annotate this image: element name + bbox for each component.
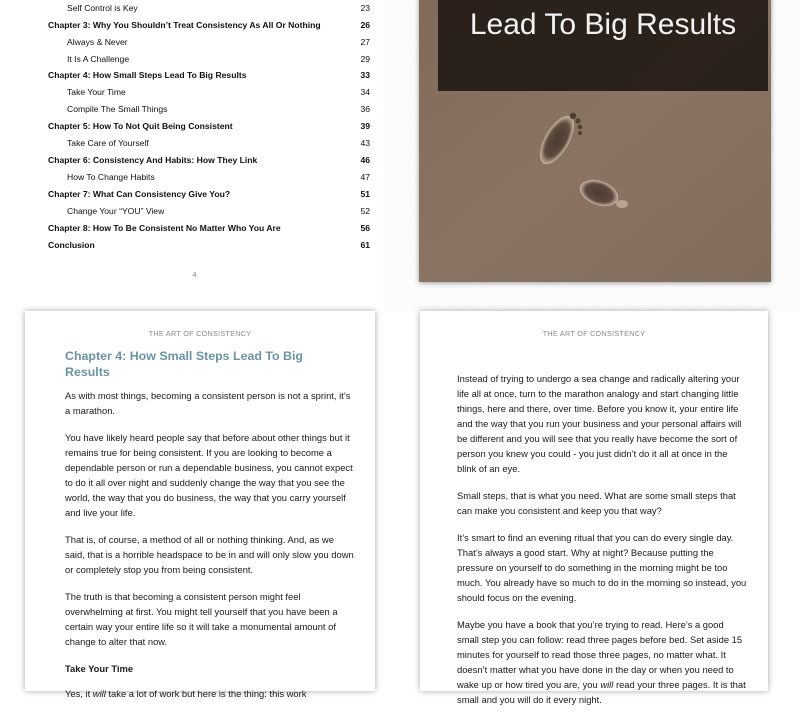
toc-entry (28, 189, 375, 205)
book-cover (419, 0, 771, 282)
page-number: 4 (192, 270, 197, 279)
toc-entry-title: Chapter 6: Consistency And Habits: How They Link (48, 155, 258, 165)
toc-entry-page: 36 (360, 104, 370, 114)
toc-entry-title: Compile The Small Things (67, 104, 168, 114)
toc-entry-page: 61 (360, 240, 370, 250)
toc-entry (28, 87, 375, 103)
cover-title: Lead To Big Results (469, 8, 737, 41)
paragraph: Instead of trying to undergo a sea change and radically altering your life all at once, turn to the marathon analogy and start changing little things, here and there, over time. Before you know it, your entire life and the way that you run your business and your personal affairs will be different and you will see that you really have become the sort of person you knew you could - you just didn’t do it all at once in the blink of an eye. (457, 373, 742, 474)
paragraph: Yes, it will take a lot of work but here is the thing: this work (65, 688, 307, 699)
toc-entry-title: Chapter 8: How To Be Consistent No Matter Who You Are (48, 223, 281, 233)
toc-entry-title: Conclusion (48, 240, 95, 250)
toc-entry-title: Chapter 3: Why You Shouldn’t Treat Consistency As All Or Nothing (48, 20, 321, 30)
toc-entry-page: 43 (360, 138, 370, 148)
toc-entry-page: 46 (360, 155, 370, 165)
toc-entry-title: Chapter 4: How Small Steps Lead To Big Results (48, 70, 247, 80)
toc-entry (28, 172, 375, 188)
toc-entry (28, 240, 375, 256)
running-head: THE ART OF CONSISTENCY (148, 329, 252, 338)
paragraph: You have likely heard people say that before about other things but it remains true for being consistent. If you are looking to become a dependable person or run a dependable business, you cannot expect to do it all over night and suddenly change the way that you see the world, the way that you do business, the way that you carry yourself and live your life. (65, 432, 353, 518)
paragraph: As with most things, becoming a consistent person is not a sprint, it’s a marathon. (65, 390, 351, 416)
toc-entry-page: 47 (360, 172, 370, 182)
toc-entry (28, 223, 375, 239)
page-body (65, 388, 355, 713)
toc-entry-page: 23 (360, 3, 370, 13)
toc-entry (28, 104, 375, 120)
toc-entry-title: Always & Never (67, 37, 128, 47)
chapter-page-left (25, 311, 375, 699)
toc-entry (28, 70, 375, 86)
paragraph: Small steps, that is what you need. What are some small steps that can make you consistent and keep you that way? (457, 490, 736, 516)
toc-entry-title: Chapter 7: What Can Consistency Give You? (48, 189, 231, 199)
toc-entry-page: 29 (360, 54, 370, 64)
chapter-heading: Chapter 4: How Small Steps Lead To Big Results (65, 349, 303, 379)
toc-entry (28, 3, 375, 19)
toc-entry-title: Chapter 5: How To Not Quit Being Consistent (48, 121, 233, 131)
toc-entry-page: 34 (360, 87, 370, 97)
toc-page (28, 0, 375, 282)
toc-entry (28, 20, 375, 36)
paragraph: That is, of course, a method of all or nothing thinking. And, as we said, that is a horrible headspace to be in and will only slow you down or completely stop you from being consistent. (65, 534, 354, 575)
toc-entry-title: Take Care of Yourself (67, 138, 149, 148)
toc-entry-page: 51 (360, 189, 370, 199)
toc-entry-page: 27 (360, 37, 370, 47)
toc-entry-page: 26 (360, 20, 370, 30)
toc-entry-title: How To Change Habits (67, 172, 155, 182)
page-body (457, 371, 747, 719)
toc-entry (28, 54, 375, 70)
toc-entry-title: Change Your “YOU” View (67, 206, 165, 216)
toc-entry-page: 52 (360, 206, 370, 216)
paragraph: It’s smart to find an evening ritual that you can do every single day. That’s always a good start. Why at night? Because putting the pressure on yourself to do something in the morning might be too much. You already have so much to do in the morning so instead, you should focus on the evening. (457, 532, 747, 603)
paragraph: Maybe you have a book that you’re trying to read. Here’s a good small step you can follow: read three pages before bed. Set aside 15 minutes for yourself to read those three pages, no matter what. It doesn’t matter what you have done in the day or when you need to wake up or how tired you are, you will read your three pages. It is that small and you will do it every night. (457, 619, 746, 705)
paragraph: The truth is that becoming a consistent person might feel overwhelming at first. You might tell yourself that you have been a certain way your entire life so it will take a monumental amount of change to alter that now. (65, 591, 338, 647)
toc-entry (28, 155, 375, 171)
toc-entry-page: 39 (360, 121, 370, 131)
toc-entry (28, 37, 375, 53)
toc-entry-title: It Is A Challenge (67, 54, 130, 64)
chapter-page-right (420, 311, 768, 705)
toc-entry (28, 121, 375, 137)
toc-entry (28, 206, 375, 222)
toc-entry-title: Self Control is Key (67, 3, 138, 13)
toc-entry-page: 56 (360, 223, 370, 233)
toc-entry (28, 138, 375, 154)
cover-title-box (438, 0, 768, 91)
toc-entry-title: Take Your Time (67, 87, 126, 97)
section-heading: Take Your Time (65, 663, 134, 674)
toc-entry-page: 33 (360, 70, 370, 80)
running-head: THE ART OF CONSISTENCY (542, 329, 646, 338)
